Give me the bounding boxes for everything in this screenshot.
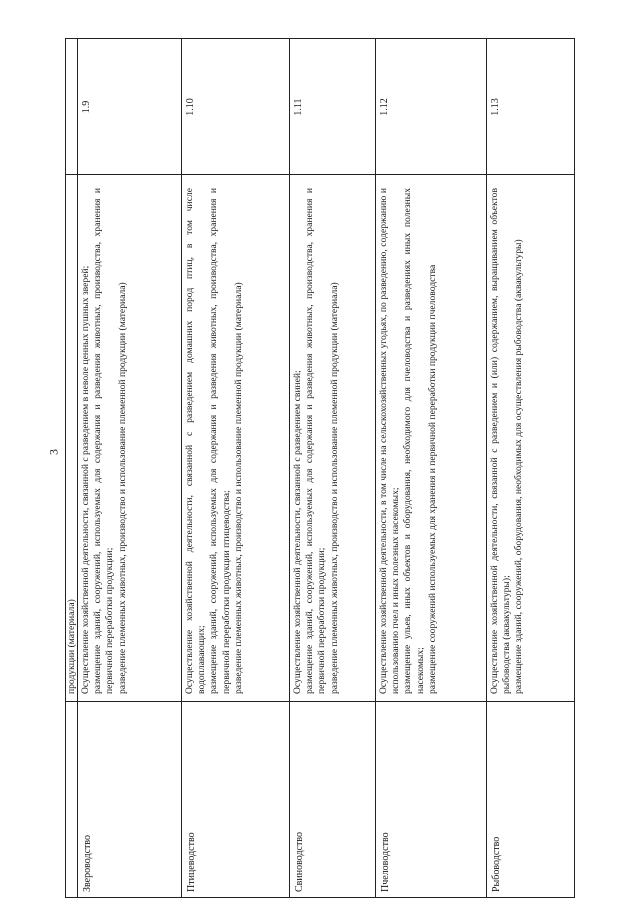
table-row — [290, 38, 376, 898]
description-line: размещение сооружений используемых для хранения и первичной переработки продукции пчеловодства — [426, 264, 438, 694]
description-line: разведение племенных животных, производство и использование племенной продукции (материала) — [232, 282, 244, 694]
continuation-text: продукции (материала) — [66, 599, 77, 694]
table-row — [182, 38, 290, 898]
activity-name: Свиноводство — [294, 831, 305, 892]
description-line: размещение зданий, сооружений, используемых для содержания и разведения животных, производства, хранения и первичной переработки продукции; — [92, 188, 116, 694]
description-line: Осуществление хозяйственной деятельности, связанной с разведением и (или) содержанием, выращиванием объектов рыбоводства (аквакультуры); — [489, 188, 513, 694]
activity-name: Рыбоводство — [491, 836, 502, 892]
table-row — [487, 38, 575, 898]
description-line: Осуществление хозяйственной деятельности, в том числе на сельскохозяйственных угодьях, по разведению, содержанию и использованию пчел и иных полезных насекомых; — [378, 188, 402, 694]
activity-name: Птицеводство — [186, 832, 197, 892]
description-line: размещение ульев, иных объектов и оборудования, необходимого для пчеловодства и разведениях иных полезных насекомых; — [402, 188, 426, 694]
activity-name: Пчеловодство — [380, 832, 391, 892]
activity-description — [378, 188, 439, 694]
description-line: размещение зданий, сооружений, используемых для содержания и разведения животных, производства, хранения и первичной переработки продукции; — [304, 188, 328, 694]
activity-code: 1.12 — [379, 98, 390, 116]
activity-description — [184, 188, 245, 694]
description-line: Осуществление хозяйственной деятельности, связанной с разведением домашних пород птиц, в том числе водоплавающих; — [184, 188, 208, 694]
activity-description — [489, 188, 526, 694]
activity-code: 1.11 — [293, 98, 304, 116]
activity-description — [80, 188, 129, 694]
table-row — [376, 38, 487, 898]
table-row-continuation — [65, 38, 78, 898]
rotated-table-container — [65, 38, 575, 898]
description-line: размещение зданий, сооружений, оборудования, необходимых для осуществления рыбоводства (аквакультуры) — [513, 239, 525, 694]
description-line: разведение племенных животных, производство и использование племенной продукции (материала) — [116, 282, 128, 694]
description-line: размещение зданий, сооружений, используемых для содержания и разведения животных, производства, хранения и первичной переработки продукции птицеводства; — [208, 188, 232, 694]
description-line: Осуществление хозяйственной деятельности, связанной с разведением в неволе ценных пушных зверей; — [80, 265, 91, 694]
activity-code: 1.13 — [490, 98, 501, 116]
table-row — [78, 38, 182, 898]
description-line: разведение племенных животных, производство и использование племенной продукции (материала) — [328, 282, 340, 694]
page-number: 3 — [46, 449, 61, 455]
activity-table — [65, 38, 575, 898]
activity-description — [292, 188, 341, 694]
activity-name: Звероводство — [82, 834, 93, 892]
activity-code: 1.10 — [185, 98, 196, 116]
activity-code: 1.9 — [81, 100, 92, 114]
description-line: Осуществление хозяйственной деятельности, связанной с разведением свиней; — [292, 370, 303, 694]
